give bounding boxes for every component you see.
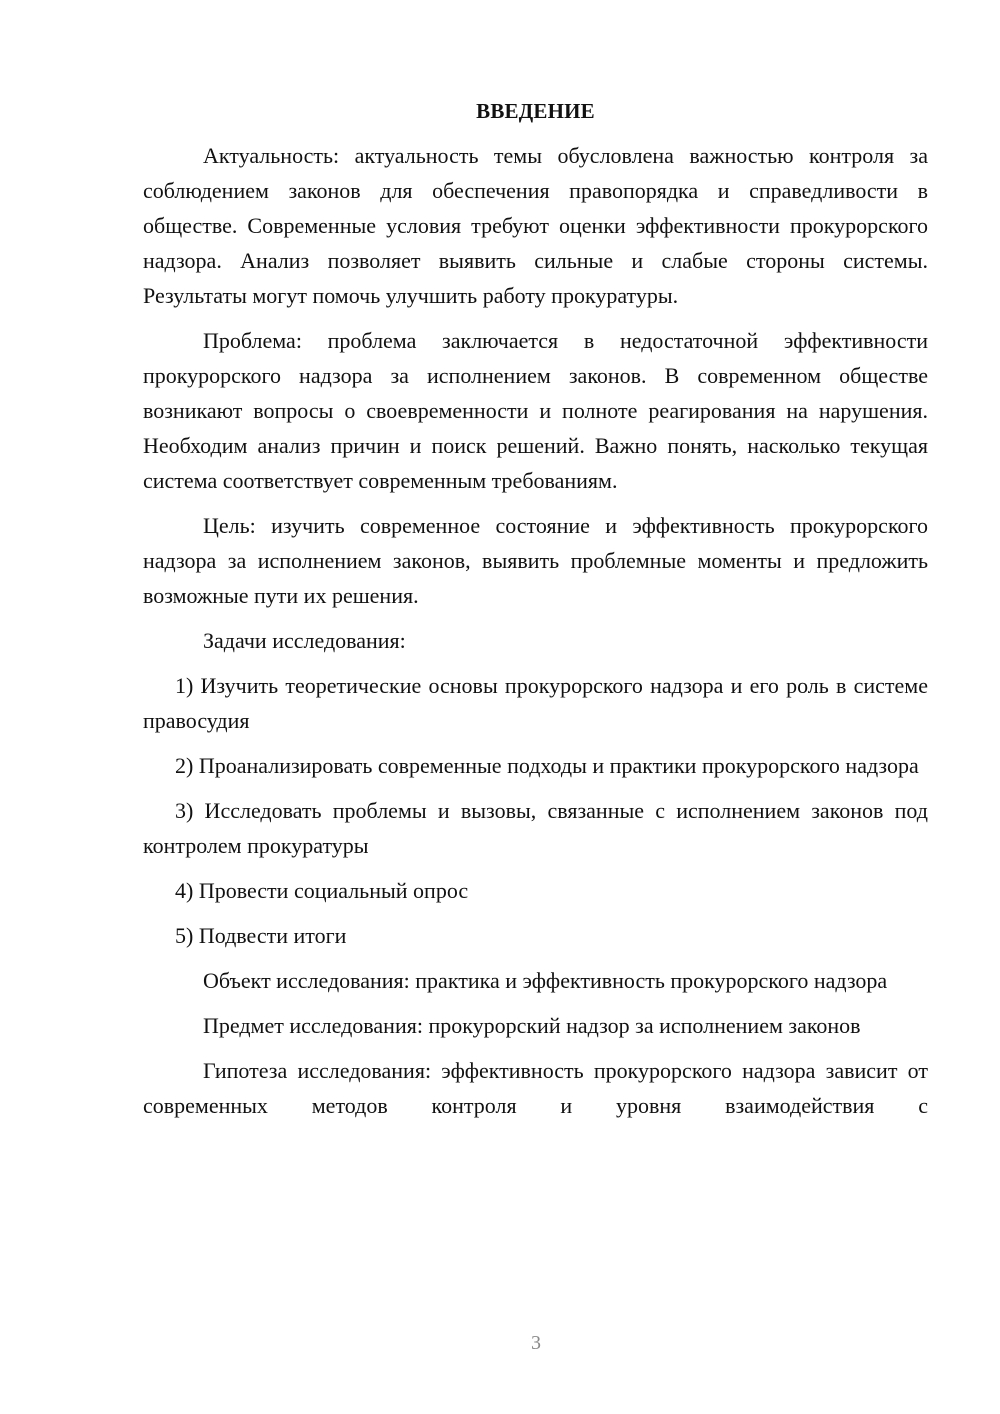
paragraph-goal: Цель: изучить современное состояние и эффективность прокурорского надзора за исполнением законов, выявить проблемные моменты и предложить возможные пути их решения. (143, 513, 928, 608)
paragraph-problem: Проблема: проблема заключается в недостаточной эффективности прокурорского надзора за исполнением законов. В современном обществе возникают вопросы о своевременности и полноте реагирования на нарушения. Необходим анализ причин и поиск решений. Важно понять, насколько текущая система соответствует современным требованиям. (143, 328, 928, 493)
task-item-4: 4) Провести социальный опрос (175, 878, 469, 903)
task-item-3: 3) Исследовать проблемы и вызовы, связанные с исполнением законов под контролем прокуратуры (143, 798, 928, 858)
task-item-2: 2) Проанализировать современные подходы и практики прокурорского надзора (175, 753, 919, 778)
paragraph-hypothesis: Гипотеза исследования: эффективность прокурорского надзора зависит от современных методов контроля и уровня взаимодействия с (143, 1058, 928, 1118)
tasks-heading: Задачи исследования: (203, 628, 406, 653)
section-title: ВВЕДЕНИЕ (476, 99, 595, 123)
page-number: 3 (531, 1332, 541, 1354)
document-body (143, 94, 928, 1133)
task-item-5: 5) Подвести итоги (175, 923, 347, 948)
paragraph-subject: Предмет исследования: прокурорский надзор за исполнением законов (203, 1013, 861, 1038)
paragraph-relevance: Актуальность: актуальность темы обусловлена важностью контроля за соблюдением законов для обеспечения правопорядка и справедливости в обществе. Современные условия требуют оценки эффективности прокурорского надзора. Анализ позволяет выявить сильные и слабые стороны системы. Результаты могут помочь улучшить работу прокуратуры. (143, 143, 928, 308)
task-item-1: 1) Изучить теоретические основы прокурорского надзора и его роль в системе правосудия (143, 673, 928, 733)
paragraph-object: Объект исследования: практика и эффективность прокурорского надзора (203, 968, 888, 993)
